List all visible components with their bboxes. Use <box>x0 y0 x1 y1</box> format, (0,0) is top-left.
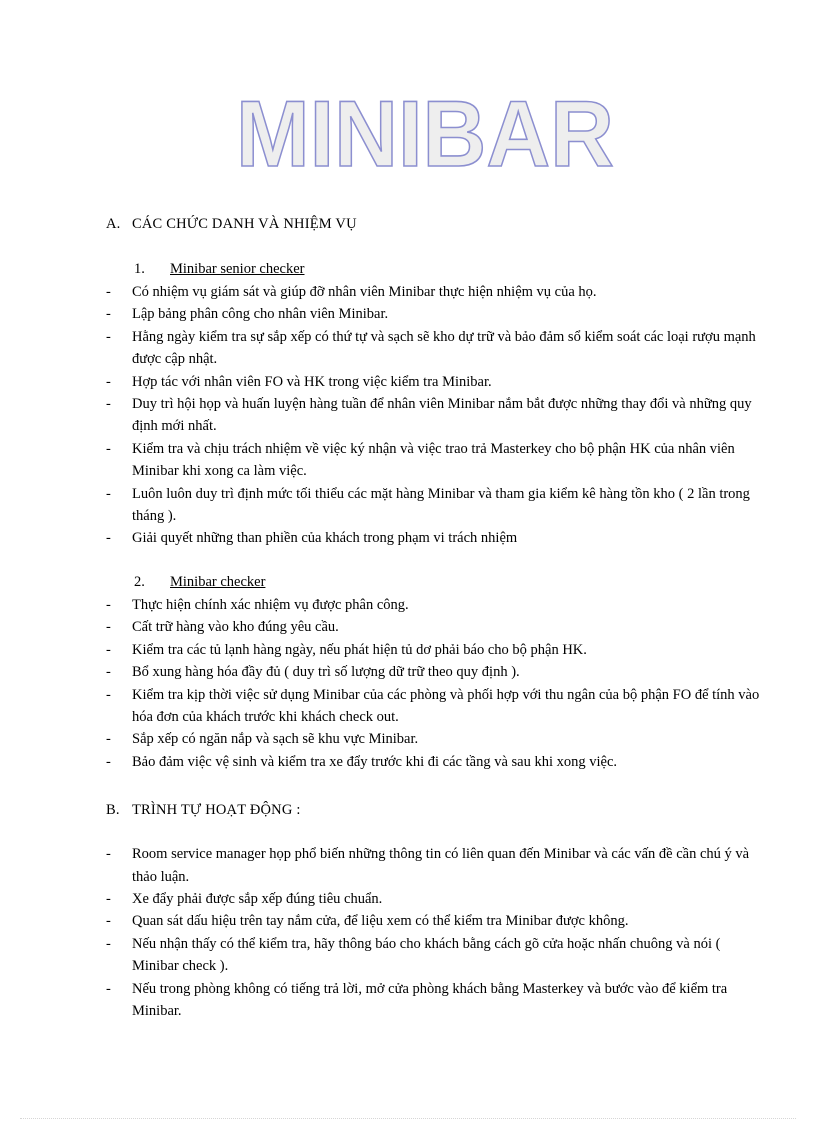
subsection-2-heading <box>106 570 766 594</box>
subsection-2-number: 2. <box>134 573 145 590</box>
list-item: - Kiểm tra và chịu trách nhiệm về việc ký nhận và việc trao trả Masterkey cho bộ phận HK của nhân viên Minibar khi xong ca làm việc. <box>106 438 766 483</box>
document-body <box>106 211 766 1022</box>
list-item: - Bảo đảm việc vệ sinh và kiểm tra xe đẩy trước khi đi các tầng và sau khi xong việc. <box>106 751 766 773</box>
subsection-1-heading <box>106 257 766 281</box>
document-title <box>230 86 620 178</box>
list-item: - Xe đẩy phải được sắp xếp đúng tiêu chuẩn. <box>106 888 766 910</box>
senior-checker-duties <box>106 281 766 550</box>
section-b-letter: B. <box>106 802 120 819</box>
title-text: MINIBAR <box>236 86 614 178</box>
list-item: - Kiểm tra kịp thời việc sử dụng Minibar của các phòng và phối hợp với thu ngân của bộ phận FO để tính vào hóa đơn của khách trước khi khách check out. <box>106 684 766 729</box>
section-b-title: TRÌNH TỰ HOẠT ĐỘNG : <box>132 802 301 819</box>
procedure-steps <box>106 843 766 1022</box>
list-item: - Thực hiện chính xác nhiệm vụ được phân công. <box>106 594 766 616</box>
list-item: - Kiểm tra các tủ lạnh hàng ngày, nếu phát hiện tủ dơ phải báo cho bộ phận HK. <box>106 639 766 661</box>
list-item: - Hằng ngày kiểm tra sự sắp xếp có thứ tự và sạch sẽ kho dự trữ và bảo đảm sổ kiểm soát các loại rượu mạnh được cập nhật. <box>106 326 766 371</box>
page-bottom-divider <box>20 1118 796 1119</box>
section-a-letter: A. <box>106 216 121 232</box>
list-item: - Cất trữ hàng vào kho đúng yêu cầu. <box>106 616 766 638</box>
checker-duties <box>106 594 766 773</box>
section-a-title: CÁC CHỨC DANH VÀ NHIỆM VỤ <box>132 216 357 232</box>
list-item: - Hợp tác với nhân viên FO và HK trong việc kiểm tra Minibar. <box>106 371 766 393</box>
list-item: - Nếu nhận thấy có thể kiểm tra, hãy thông báo cho khách bằng cách gõ cửa hoặc nhấn chuông và nói ( Minibar check ). <box>106 933 766 978</box>
list-item: - Duy trì hội họp và huấn luyện hàng tuần để nhân viên Minibar nắm bắt được những thay đổi và những quy định mới nhất. <box>106 393 766 438</box>
list-item: - Giải quyết những than phiền của khách trong phạm vi trách nhiệm <box>106 527 766 549</box>
section-b-heading <box>106 797 766 823</box>
title-wordart <box>230 86 620 178</box>
list-item: - Lập bảng phân công cho nhân viên Minibar. <box>106 303 766 325</box>
list-item: - Sắp xếp có ngăn nắp và sạch sẽ khu vực Minibar. <box>106 728 766 750</box>
section-a-heading <box>106 211 766 237</box>
list-item: - Quan sát dấu hiệu trên tay nắm cửa, để liệu xem có thể kiểm tra Minibar được không. <box>106 910 766 932</box>
list-item: - Có nhiệm vụ giám sát và giúp đỡ nhân viên Minibar thực hiện nhiệm vụ của họ. <box>106 281 766 303</box>
subsection-2-label: Minibar checker <box>170 573 266 590</box>
list-item: - Bổ xung hàng hóa đầy đủ ( duy trì số lượng dữ trữ theo quy định ). <box>106 661 766 683</box>
list-item: - Nếu trong phòng không có tiếng trả lời, mở cửa phòng khách bằng Masterkey và bước vào để kiểm tra Minibar. <box>106 978 766 1023</box>
subsection-1-number: 1. <box>134 261 145 277</box>
list-item: - Luôn luôn duy trì định mức tối thiểu các mặt hàng Minibar và tham gia kiểm kê hàng tồn kho ( 2 lần trong tháng ). <box>106 483 766 528</box>
subsection-1-label: Minibar senior checker <box>170 261 305 277</box>
list-item: - Room service manager họp phổ biến những thông tin có liên quan đến Minibar và các vấn đề cần chú ý và thảo luận. <box>106 843 766 888</box>
